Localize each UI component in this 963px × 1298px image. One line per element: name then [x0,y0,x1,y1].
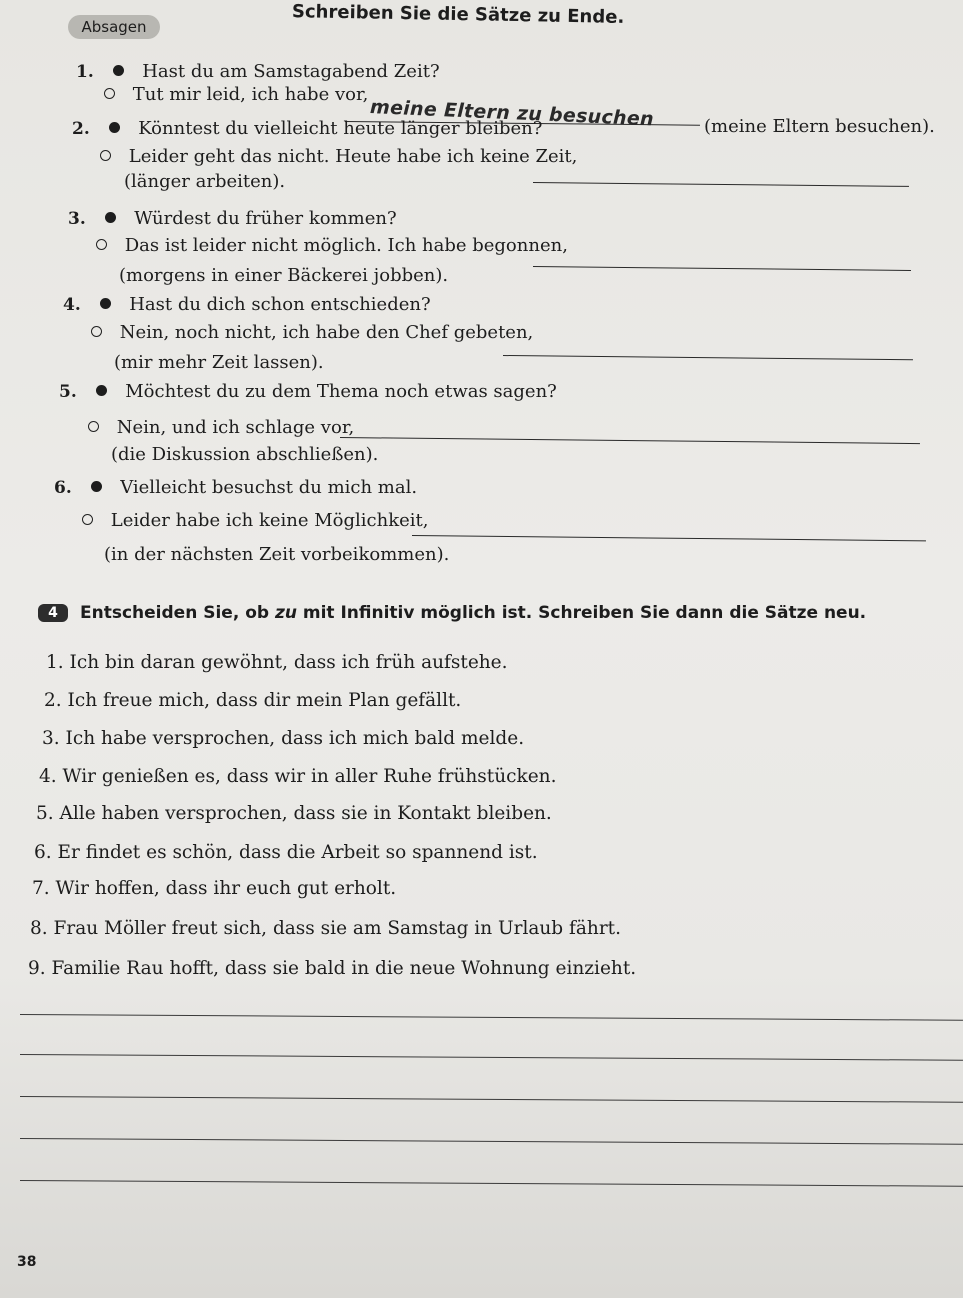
open-circle-icon [88,421,99,432]
writing-line[interactable] [20,1138,963,1145]
answer-text: Leider habe ich keine Möglichkeit, [110,510,429,531]
exercise-item-1: 1. Ich bin daran gewöhnt, dass ich früh aufstehe. [46,652,508,673]
dialogue-2-hint: (länger arbeiten). [124,171,286,192]
exercise-item-3: 3. Ich habe versprochen, dass ich mich bald melde. [42,728,525,749]
answer-text: Das ist leider nicht möglich. Ich habe begonnen, [124,235,568,256]
dialogue-3-hint: (morgens in einer Bäckerei jobben). [119,265,449,286]
dialogue-6-hint: (in der nächsten Zeit vorbeikommen). [104,544,450,565]
dialogue-5-answer [88,417,354,439]
filled-dot-icon [105,212,116,223]
writing-line[interactable] [20,1054,963,1061]
dialogue-5-number: 5. [59,382,77,402]
open-circle-icon [104,88,115,99]
dialogue-4-question [63,294,431,316]
exercise-heading: Schreiben Sie die Sätze zu Ende. [291,1,625,28]
dialogue-6-answer [82,510,429,532]
writing-line[interactable] [20,1014,963,1021]
filled-dot-icon [100,298,111,309]
question-text: Vielleicht besuchst du mich mal. [120,477,418,498]
answer-text: Nein, und ich schlage vor, [116,417,355,438]
exercise-number-badge: 4 [38,604,68,622]
answer-text: Leider geht das nicht. Heute habe ich keine Zeit, [128,146,578,167]
exercise-item-8: 8. Frau Möller freut sich, dass sie am Samstag in Urlaub fährt. [30,918,621,939]
filled-dot-icon [96,385,107,396]
exercise-instruction: Entscheiden Sie, ob zu mit Infinitiv möglich ist. Schreiben Sie dann die Sätze neu. [80,603,867,623]
answer-blank-5[interactable] [340,437,920,444]
dialogue-3-answer [96,235,568,257]
question-text: Möchtest du zu dem Thema noch etwas sagen? [125,381,557,402]
dialogue-1-number: 1. [76,62,94,82]
dialogue-2-question [72,118,542,140]
dialogue-5-hint: (die Diskussion abschließen). [111,444,379,465]
dialogue-4-number: 4. [63,295,81,315]
filled-dot-icon [109,122,120,133]
answer-blank-3[interactable] [533,266,911,271]
exercise-item-6: 6. Er findet es schön, dass die Arbeit so spannend ist. [34,842,538,863]
open-circle-icon [91,326,102,337]
exercise-item-7: 7. Wir hoffen, dass ihr euch gut erholt. [32,878,397,899]
dialogue-6-number: 6. [54,478,72,498]
dialogue-2-number: 2. [72,119,90,139]
answer-text: Nein, noch nicht, ich habe den Chef gebeten, [119,322,534,343]
open-circle-icon [100,150,111,161]
dialogue-2-answer [100,146,577,168]
exercise-item-2: 2. Ich freue mich, dass dir mein Plan gefällt. [44,690,462,711]
exercise-item-9: 9. Familie Rau hofft, dass sie bald in die neue Wohnung einzieht. [28,958,637,979]
filled-dot-icon [113,65,124,76]
question-text: Hast du am Samstagabend Zeit? [142,61,440,82]
open-circle-icon [82,514,93,525]
exercise-item-5: 5. Alle haben versprochen, dass sie in Kontakt bleiben. [36,803,552,824]
dialogue-4-hint: (mir mehr Zeit lassen). [114,352,324,373]
dialogue-3-question [68,208,397,230]
page-number: 38 [17,1254,37,1270]
dialogue-6-question [54,477,417,499]
filled-dot-icon [91,481,102,492]
section-label: Absagen [68,15,160,39]
dialogue-4-answer [91,322,533,344]
answer-blank-6[interactable] [412,535,926,541]
exercise-item-4: 4. Wir genießen es, dass wir in aller Ruhe frühstücken. [39,766,557,787]
exercise-4-header [38,603,866,623]
answer-blank-4[interactable] [503,355,913,360]
question-text: Hast du dich schon entschieden? [129,294,431,315]
dialogue-1-answer [104,84,368,106]
answer-text: Tut mir leid, ich habe vor, [132,84,369,105]
dialogue-5-question [59,381,557,403]
dialogue-1-question [76,61,440,83]
dialogue-1-hint: (meine Eltern besuchen). [704,116,935,137]
handwritten-answer-1: meine Eltern zu besuchen [369,96,655,131]
question-text: Könntest du vielleicht heute länger bleiben? [138,118,543,139]
writing-line[interactable] [20,1096,963,1103]
writing-line[interactable] [20,1180,963,1187]
dialogue-3-number: 3. [68,209,86,229]
open-circle-icon [96,239,107,250]
question-text: Würdest du früher kommen? [134,208,397,229]
answer-blank-2[interactable] [533,182,909,187]
